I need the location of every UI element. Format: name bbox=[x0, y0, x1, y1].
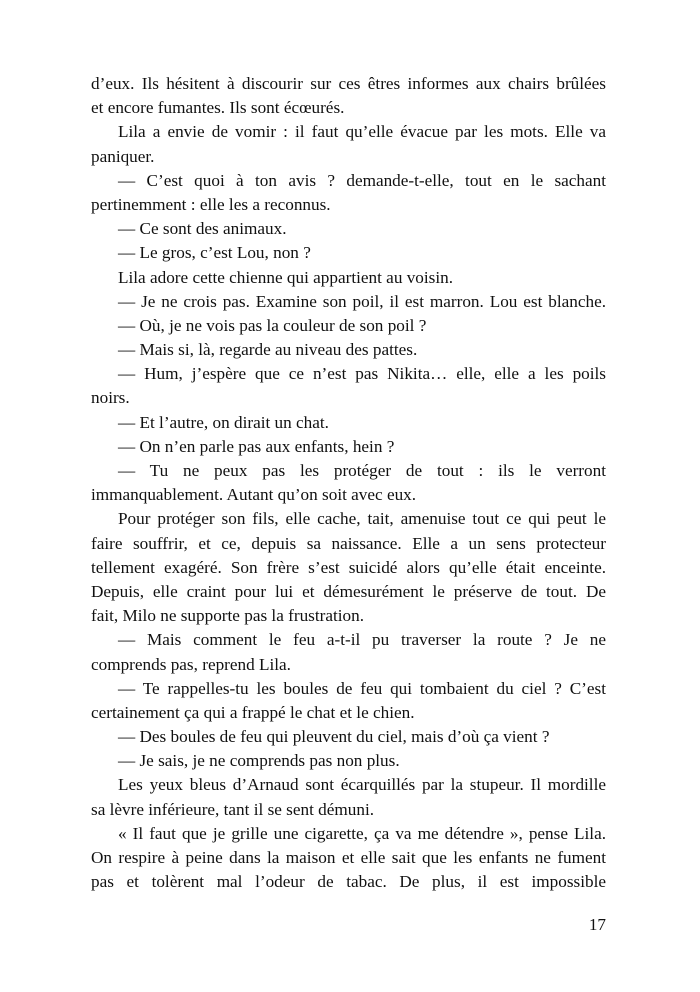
dialogue-line: — Le gros, c’est Lou, non ? bbox=[118, 243, 311, 263]
text-line: noirs. bbox=[91, 388, 130, 408]
dialogue-line: — Mais comment le feu a-t-il pu traverser la route ? Je ne bbox=[118, 630, 606, 650]
text-line: faire souffrir, et ce, depuis sa naissance. Elle a un sens protecteur bbox=[91, 533, 606, 553]
text-line: Lila adore cette chienne qui appartient au voisin. bbox=[118, 267, 454, 287]
text-line: « Il faut que je grille une cigarette, ça va me détendre », pense Lila. bbox=[118, 823, 606, 843]
dialogue-line: — C’est quoi à ton avis ? demande-t-elle, tout en le sachant bbox=[118, 170, 606, 190]
dialogue-line: — Ce sont des animaux. bbox=[118, 219, 287, 239]
text-line: Lila a envie de vomir : il faut qu’elle évacue par les mots. Elle va bbox=[118, 122, 606, 142]
text-line: Pour protéger son fils, elle cache, tait, amenuise tout ce qui peut le bbox=[118, 509, 606, 529]
dialogue-line: — Des boules de feu qui pleuvent du ciel, mais d’où ça vient ? bbox=[118, 727, 550, 747]
dialogue-line: — Hum, j’espère que ce n’est pas Nikita… elle, elle a les poils bbox=[118, 364, 606, 384]
dialogue-line: — Où, je ne vois pas la couleur de son poil ? bbox=[118, 315, 427, 335]
dialogue-line: — Je ne crois pas. Examine son poil, il est marron. Lou est blanche. bbox=[118, 291, 606, 311]
text-line: et encore fumantes. Ils sont écœurés. bbox=[91, 98, 345, 118]
text-line: paniquer. bbox=[91, 146, 155, 166]
page-number: 17 bbox=[588, 915, 606, 934]
dialogue-line: — Tu ne peux pas les protéger de tout : ils le verront bbox=[118, 461, 606, 480]
text-line: certainement ça qui a frappé le chat et le chien. bbox=[91, 702, 415, 722]
text-line: On respire à peine dans la maison et elle sait que les enfants ne fument bbox=[91, 848, 606, 867]
book-page-text bbox=[91, 72, 606, 894]
text-line: pas et tolèrent mal l’odeur de tabac. De plus, il est impossible bbox=[91, 872, 606, 892]
text-line: comprends pas, reprend Lila. bbox=[91, 654, 291, 674]
text-line: sa lèvre inférieure, tant il se sent démuni. bbox=[91, 799, 375, 819]
text-line: Depuis, elle craint pour lui et démesurément le préserve de tout. De bbox=[91, 581, 606, 601]
text-line: fait, Milo ne supporte pas la frustration. bbox=[91, 606, 365, 626]
text-line: Les yeux bleus d’Arnaud sont écarquillés par la stupeur. Il mordille bbox=[118, 775, 606, 795]
text-line: d’eux. Ils hésitent à discourir sur ces êtres informes aux chairs brûlées bbox=[91, 74, 606, 93]
dialogue-line: — On n’en parle pas aux enfants, hein ? bbox=[118, 436, 395, 456]
dialogue-line: — Mais si, là, regarde au niveau des pattes. bbox=[118, 340, 418, 360]
dialogue-line: — Te rappelles-tu les boules de feu qui tombaient du ciel ? C’est bbox=[118, 678, 606, 698]
dialogue-line: — Je sais, je ne comprends pas non plus. bbox=[118, 751, 400, 771]
text-line: tellement exagéré. Son frère s’est suicidé alors qu’elle était enceinte. bbox=[91, 557, 606, 577]
text-line: immanquablement. Autant qu’on soit avec eux. bbox=[91, 485, 417, 505]
dialogue-line: — Et l’autre, on dirait un chat. bbox=[118, 412, 329, 432]
text-line: pertinemment : elle les a reconnus. bbox=[91, 194, 331, 214]
